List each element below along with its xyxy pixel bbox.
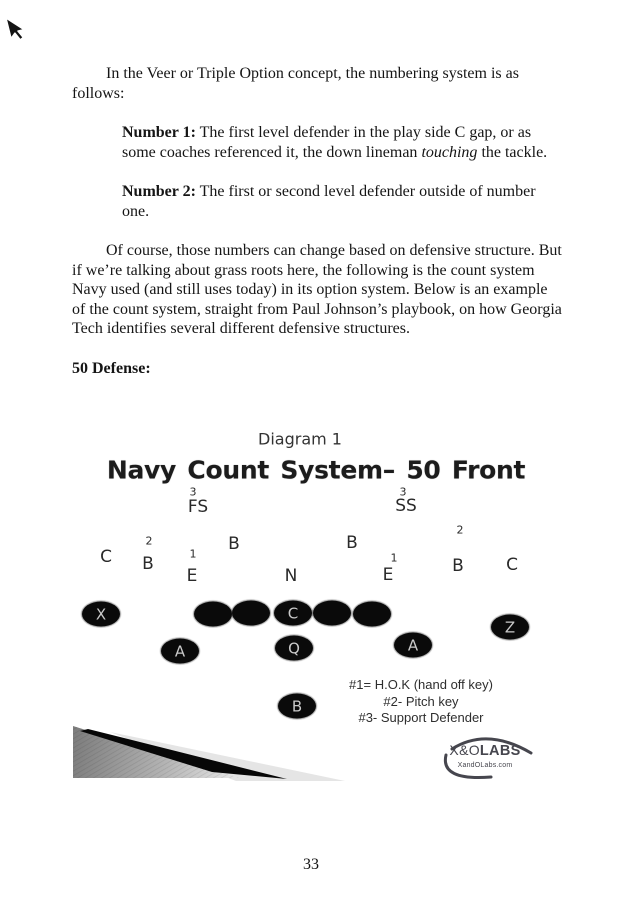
defender-strong-safety: SS [395, 496, 417, 516]
legend-line-2: #2- Pitch key [383, 693, 459, 709]
offense-lineman-left-guard [232, 601, 270, 626]
defender-end-right: E [382, 565, 394, 585]
definition-1-text-after: the tackle. [477, 143, 548, 161]
logo-labs-text: LABS [479, 743, 521, 759]
count-number-right-b: 2 [456, 523, 464, 537]
offense-quarterback [275, 636, 313, 661]
defender-backer-left-outside: B [142, 554, 154, 574]
legend-line-1: #1= H.O.K (hand off key) [349, 677, 493, 692]
definition-1-label: Number 1: [122, 124, 196, 141]
offense-aback-right [394, 633, 432, 658]
swoosh-light-triangle [110, 732, 345, 781]
section-heading-50-defense: 50 Defense: [72, 359, 151, 377]
page-number: 33 [303, 856, 319, 873]
definition-1-text: The first level defender in the play side C gap, or as some coaches referenced it, the down lineman [122, 124, 532, 161]
defender-backer-left-inside: B [228, 534, 240, 554]
offense-lineman-right-guard [313, 601, 351, 626]
offense-receiver-x [82, 602, 120, 627]
xandolabs-logo [449, 744, 520, 772]
offense-bback [278, 694, 316, 719]
defender-backer-right-outside: B [452, 556, 464, 576]
offense-lineman-right-tackle [353, 602, 391, 627]
defender-end-left: E [186, 566, 198, 586]
player-letter: B [291, 697, 303, 715]
mouse-cursor-icon [6, 14, 26, 41]
player-letter: A [407, 636, 419, 654]
diagram-caption: Diagram 1 [258, 429, 342, 449]
logo-xo-text: X&O [449, 742, 480, 758]
definition-2-text: The first or second level defender outside of number one. [122, 183, 536, 220]
diagram-legend [349, 677, 493, 727]
player-letter: A [174, 642, 186, 660]
offense-receiver-z [491, 615, 529, 640]
swoosh-black-band [80, 729, 287, 779]
count-number-ss: 3 [399, 485, 407, 499]
diagram-title: Navy Count System– 50 Front [106, 455, 526, 485]
definition-2-label: Number 2: [122, 183, 196, 200]
player-letter: Z [504, 618, 516, 636]
defender-free-safety: FS [187, 497, 209, 517]
paragraph-count-system: Of course, those numbers can change based on defensive structure. But if we’re talking about grass roots here, the following is the count system Navy used (and still uses today) in its option system. Below is an example of the count system, straight from Paul Johnson’s playbook, on how Georgia Tech identifies several different defensive structures. [72, 242, 562, 337]
player-letter: C [287, 604, 299, 622]
defender-corner-right: C [506, 555, 518, 575]
definition-1-italic: touching [421, 143, 478, 161]
legend-line-3: #3- Support Defender [358, 710, 484, 725]
paragraph-intro: In the Veer or Triple Option concept, the numbering system is as follows: [72, 65, 519, 102]
swoosh-hatch-overlay [73, 726, 240, 778]
defender-backer-right-inside: B [346, 533, 358, 553]
defender-corner-left: C [100, 547, 112, 567]
logo-site-url: XandOLabs.com [457, 762, 513, 769]
count-number-fs: 3 [189, 485, 197, 499]
offense-center [274, 601, 312, 626]
offense-lineman-left-tackle [194, 602, 232, 627]
player-letter: X [95, 605, 107, 623]
count-number-left-e: 1 [189, 547, 197, 561]
count-number-left-b: 2 [145, 534, 153, 548]
count-number-right-e: 1 [390, 551, 398, 565]
swoosh-gray-triangle [73, 726, 240, 778]
player-letter: Q [288, 639, 300, 657]
defender-nose: N [284, 566, 298, 586]
offense-aback-left [161, 639, 199, 664]
